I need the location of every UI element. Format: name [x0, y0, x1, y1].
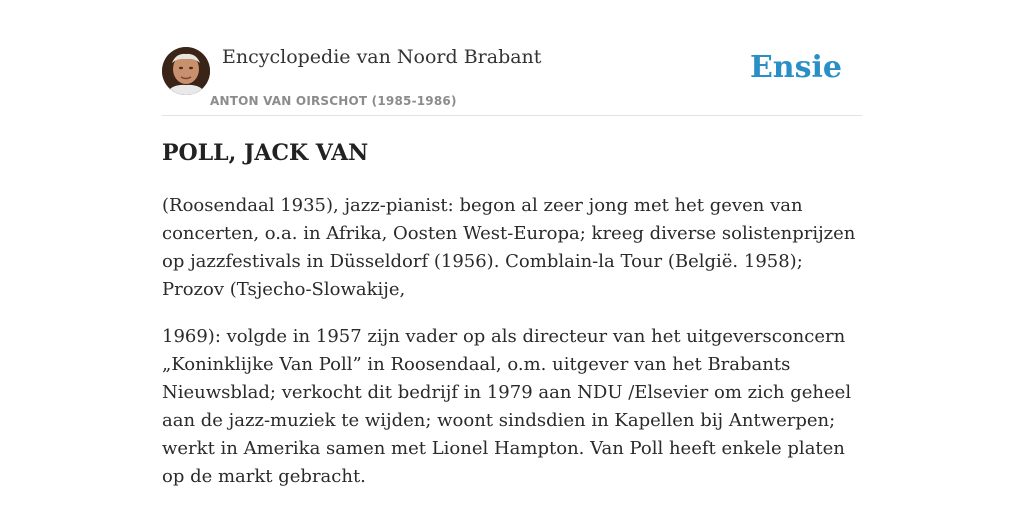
article-paragraph: (Roosendaal 1935), jazz-pianist: begon al zeer jong met het geven van concerten, o.a. in Afrika, Oosten West-Europa; kreeg diverse solistenprijzen op jazzfestivals in Düsseldorf (1956). Comblain-la Tour (België. 1958); Prozov (Tsjecho-Slowakije, [162, 195, 856, 300]
author-name[interactable]: ANTON VAN OIRSCHOT (1985-1986) [210, 94, 457, 108]
header-divider [162, 115, 862, 116]
source-title[interactable]: Encyclopedie van Noord Brabant [222, 46, 542, 68]
article-paragraph: 1969): volgde in 1957 zijn vader op als directeur van het uitgeversconcern „Koninklijke Van Poll” in Roosendaal, o.m. uitgever van het Brabants Nieuwsblad; verkocht dit bedrijf in 1979 aan NDU /Elsevier om zich geheel aan de jazz-muziek te wijden; woont sindsdien in Kapellen bij Antwerpen; werkt in Amerika samen met Lionel Hampton. Van Poll heeft enkele platen op de markt gebracht. [162, 326, 852, 487]
article-title: POLL, JACK VAN [162, 140, 369, 166]
article-body [162, 192, 868, 510]
header [162, 44, 862, 116]
brand-logo[interactable]: Ensie [749, 50, 842, 85]
author-avatar[interactable] [162, 47, 210, 95]
avatar-portrait-icon [162, 47, 210, 95]
